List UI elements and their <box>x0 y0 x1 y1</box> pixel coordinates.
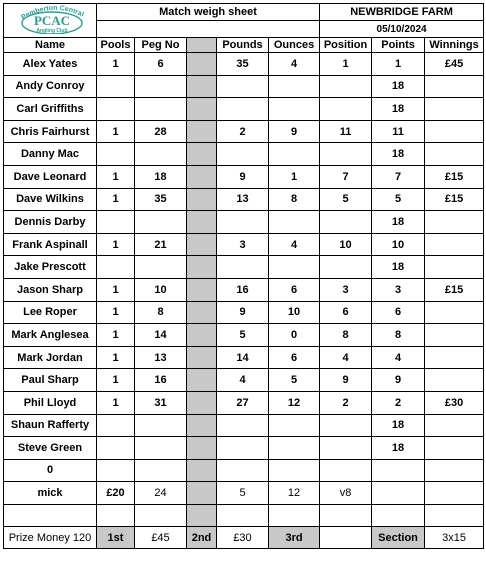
table-row <box>4 369 484 392</box>
table-row <box>4 437 484 460</box>
points-cell: 18 <box>372 256 425 279</box>
points-cell: 18 <box>372 414 425 437</box>
weigh-sheet <box>3 3 483 567</box>
spacer-cell <box>187 75 217 98</box>
peg-cell: 13 <box>135 346 187 369</box>
peg-cell: 35 <box>135 188 187 211</box>
name-cell: Danny Mac <box>4 143 97 166</box>
points-cell: 6 <box>372 301 425 324</box>
winnings-cell <box>425 459 484 482</box>
pools-cell: 1 <box>97 324 135 347</box>
points-cell: 11 <box>372 120 425 143</box>
prize-money: Prize Money 120 <box>4 527 97 549</box>
col-header-name: Name <box>4 38 97 53</box>
pools-cell: 1 <box>97 120 135 143</box>
name-cell: Alex Yates <box>4 53 97 76</box>
winnings-cell <box>425 120 484 143</box>
section-value: 3x15 <box>425 527 484 549</box>
spacer-cell <box>187 324 217 347</box>
ounces-cell: 10 <box>269 301 320 324</box>
ounces-cell: 6 <box>269 346 320 369</box>
position-cell <box>320 98 372 121</box>
ounces-cell: 4 <box>269 53 320 76</box>
points-cell: 18 <box>372 98 425 121</box>
peg-cell: 18 <box>135 165 187 188</box>
spacer-cell <box>187 211 217 234</box>
points-cell: 4 <box>372 346 425 369</box>
pounds-cell: 3 <box>217 233 269 256</box>
spacer-cell <box>187 53 217 76</box>
pounds-cell: 5 <box>217 324 269 347</box>
spacer-cell <box>187 233 217 256</box>
points-cell: 1 <box>372 53 425 76</box>
table-row <box>4 75 484 98</box>
winnings-cell <box>425 369 484 392</box>
ounces-cell <box>269 256 320 279</box>
table-row <box>4 120 484 143</box>
winnings-cell <box>425 414 484 437</box>
table-row <box>4 256 484 279</box>
winnings-cell <box>425 98 484 121</box>
position-cell: 9 <box>320 369 372 392</box>
winnings-cell <box>425 301 484 324</box>
winnings-cell <box>425 75 484 98</box>
spacer-cell <box>187 504 217 527</box>
pounds-cell: 14 <box>217 346 269 369</box>
pools-cell: 1 <box>97 278 135 301</box>
position-cell: 11 <box>320 120 372 143</box>
name-cell <box>4 504 97 527</box>
pools-cell <box>97 75 135 98</box>
points-cell: 7 <box>372 165 425 188</box>
club-logo-icon <box>6 4 97 34</box>
title-blank <box>97 21 320 38</box>
position-cell: 2 <box>320 391 372 414</box>
table-row <box>4 98 484 121</box>
second-label: 2nd <box>187 527 217 549</box>
col-header-pools: Pools <box>97 38 135 53</box>
points-cell: 18 <box>372 211 425 234</box>
col-header-position: Position <box>320 38 372 53</box>
pounds-cell: 35 <box>217 53 269 76</box>
name-cell: Mark Anglesea <box>4 324 97 347</box>
pounds-cell: 2 <box>217 120 269 143</box>
table-row <box>4 504 484 527</box>
position-cell: 5 <box>320 188 372 211</box>
table-row <box>4 324 484 347</box>
pounds-cell <box>217 75 269 98</box>
points-cell: 5 <box>372 188 425 211</box>
table-row <box>4 391 484 414</box>
spacer-cell <box>187 459 217 482</box>
peg-cell: 8 <box>135 301 187 324</box>
ounces-cell: 8 <box>269 188 320 211</box>
name-cell: Chris Fairhurst <box>4 120 97 143</box>
pools-cell: 1 <box>97 53 135 76</box>
name-cell: mick <box>4 482 97 505</box>
col-header-ounces: Ounces <box>269 38 320 53</box>
ounces-cell <box>269 504 320 527</box>
table-row <box>4 53 484 76</box>
match-date: 05/10/2024 <box>320 21 484 38</box>
pools-cell <box>97 437 135 460</box>
position-cell <box>320 414 372 437</box>
column-header-row <box>4 38 484 53</box>
pools-cell <box>97 211 135 234</box>
position-cell: 1 <box>320 53 372 76</box>
peg-cell <box>135 143 187 166</box>
svg-text:Pemberton Central: Pemberton Central <box>20 4 85 22</box>
peg-cell: 21 <box>135 233 187 256</box>
svg-text:Angling Club: Angling Club <box>36 28 68 34</box>
pools-cell <box>97 414 135 437</box>
name-cell: Dennis Darby <box>4 211 97 234</box>
spacer-cell <box>187 120 217 143</box>
name-cell: Phil Lloyd <box>4 391 97 414</box>
third-value <box>320 527 372 549</box>
winnings-cell <box>425 482 484 505</box>
points-cell: 3 <box>372 278 425 301</box>
spacer-cell <box>187 256 217 279</box>
spacer-cell <box>187 143 217 166</box>
pools-cell <box>97 256 135 279</box>
points-cell: 2 <box>372 391 425 414</box>
ounces-cell <box>269 75 320 98</box>
pounds-cell <box>217 504 269 527</box>
peg-cell: 28 <box>135 120 187 143</box>
col-header-points: Points <box>372 38 425 53</box>
ounces-cell <box>269 211 320 234</box>
peg-cell <box>135 98 187 121</box>
points-cell: 9 <box>372 369 425 392</box>
logo-cell <box>4 4 97 38</box>
points-cell <box>372 504 425 527</box>
ounces-cell: 4 <box>269 233 320 256</box>
name-cell: Carl Griffiths <box>4 98 97 121</box>
position-cell <box>320 437 372 460</box>
points-cell <box>372 482 425 505</box>
pounds-cell <box>217 98 269 121</box>
ounces-cell <box>269 98 320 121</box>
sheet-title: Match weigh sheet <box>97 4 320 21</box>
pools-cell <box>97 98 135 121</box>
col-header-pounds: Pounds <box>217 38 269 53</box>
points-cell: 18 <box>372 437 425 460</box>
section-label: Section <box>372 527 425 549</box>
winnings-cell <box>425 233 484 256</box>
third-label: 3rd <box>269 527 320 549</box>
table-row <box>4 459 484 482</box>
peg-cell <box>135 256 187 279</box>
position-cell: 8 <box>320 324 372 347</box>
weigh-table <box>3 3 484 549</box>
name-cell: Jason Sharp <box>4 278 97 301</box>
svg-text:PCAC: PCAC <box>33 13 71 28</box>
pools-cell: 1 <box>97 233 135 256</box>
name-cell: Dave Leonard <box>4 165 97 188</box>
pounds-cell: 13 <box>217 188 269 211</box>
pools-cell <box>97 504 135 527</box>
points-cell: 18 <box>372 75 425 98</box>
position-cell <box>320 504 372 527</box>
position-cell: 7 <box>320 165 372 188</box>
points-cell: 10 <box>372 233 425 256</box>
winnings-cell <box>425 256 484 279</box>
spacer-cell <box>187 391 217 414</box>
table-row <box>4 211 484 234</box>
winnings-cell: £15 <box>425 165 484 188</box>
position-cell <box>320 459 372 482</box>
peg-cell: 16 <box>135 369 187 392</box>
pools-cell: 1 <box>97 369 135 392</box>
table-row <box>4 233 484 256</box>
winnings-cell <box>425 211 484 234</box>
first-label: 1st <box>97 527 135 549</box>
position-cell: 3 <box>320 278 372 301</box>
venue-name: NEWBRIDGE FARM <box>320 4 484 21</box>
ounces-cell: 12 <box>269 391 320 414</box>
position-cell: v8 <box>320 482 372 505</box>
position-cell <box>320 143 372 166</box>
points-cell <box>372 459 425 482</box>
peg-cell <box>135 437 187 460</box>
name-cell: Paul Sharp <box>4 369 97 392</box>
ounces-cell: 5 <box>269 369 320 392</box>
spacer-cell <box>187 301 217 324</box>
peg-cell: 24 <box>135 482 187 505</box>
name-cell: Jake Prescott <box>4 256 97 279</box>
spacer-cell <box>187 188 217 211</box>
pounds-cell: 9 <box>217 301 269 324</box>
position-cell: 6 <box>320 301 372 324</box>
pools-cell: 1 <box>97 165 135 188</box>
peg-cell <box>135 75 187 98</box>
winnings-cell <box>425 346 484 369</box>
pools-cell: 1 <box>97 346 135 369</box>
winnings-cell: £30 <box>425 391 484 414</box>
pools-cell: £20 <box>97 482 135 505</box>
ounces-cell: 1 <box>269 165 320 188</box>
position-cell <box>320 256 372 279</box>
peg-cell <box>135 459 187 482</box>
spacer-cell <box>187 346 217 369</box>
peg-cell: 10 <box>135 278 187 301</box>
winnings-cell: £15 <box>425 278 484 301</box>
position-cell <box>320 75 372 98</box>
winnings-cell: £45 <box>425 53 484 76</box>
peg-cell <box>135 211 187 234</box>
spacer-cell <box>187 98 217 121</box>
table-row <box>4 482 484 505</box>
points-cell: 18 <box>372 143 425 166</box>
winnings-cell <box>425 324 484 347</box>
winnings-cell <box>425 504 484 527</box>
pools-cell: 1 <box>97 188 135 211</box>
pounds-cell <box>217 437 269 460</box>
name-cell: Mark Jordan <box>4 346 97 369</box>
ounces-cell <box>269 437 320 460</box>
spacer-cell <box>187 437 217 460</box>
table-row <box>4 278 484 301</box>
spacer-cell <box>187 369 217 392</box>
name-cell: Shaun Rafferty <box>4 414 97 437</box>
table-row <box>4 143 484 166</box>
pounds-cell <box>217 211 269 234</box>
pounds-cell <box>217 143 269 166</box>
peg-cell: 14 <box>135 324 187 347</box>
pounds-cell: 27 <box>217 391 269 414</box>
pounds-cell: 9 <box>217 165 269 188</box>
table-row <box>4 414 484 437</box>
ounces-cell: 12 <box>269 482 320 505</box>
spacer-cell <box>187 482 217 505</box>
pounds-cell: 4 <box>217 369 269 392</box>
pounds-cell <box>217 414 269 437</box>
table-row <box>4 301 484 324</box>
ounces-cell <box>269 143 320 166</box>
footer-row <box>4 527 484 549</box>
winnings-cell <box>425 143 484 166</box>
pounds-cell <box>217 459 269 482</box>
spacer-cell <box>187 278 217 301</box>
peg-cell: 31 <box>135 391 187 414</box>
name-cell: Dave Wilkins <box>4 188 97 211</box>
peg-cell <box>135 504 187 527</box>
col-header-winnings: Winnings <box>425 38 484 53</box>
pounds-cell <box>217 256 269 279</box>
ounces-cell <box>269 414 320 437</box>
table-row <box>4 165 484 188</box>
ounces-cell <box>269 459 320 482</box>
ounces-cell: 9 <box>269 120 320 143</box>
name-cell: Steve Green <box>4 437 97 460</box>
pools-cell: 1 <box>97 391 135 414</box>
winnings-cell: £15 <box>425 188 484 211</box>
position-cell <box>320 211 372 234</box>
peg-cell <box>135 414 187 437</box>
pools-cell <box>97 143 135 166</box>
pools-cell <box>97 459 135 482</box>
spacer-cell <box>187 165 217 188</box>
peg-cell: 6 <box>135 53 187 76</box>
pounds-cell: 5 <box>217 482 269 505</box>
ounces-cell: 0 <box>269 324 320 347</box>
table-row <box>4 188 484 211</box>
winnings-cell <box>425 437 484 460</box>
name-cell: Lee Roper <box>4 301 97 324</box>
first-value: £45 <box>135 527 187 549</box>
spacer-cell <box>187 414 217 437</box>
name-cell: Andy Conroy <box>4 75 97 98</box>
name-cell: 0 <box>4 459 97 482</box>
points-cell: 8 <box>372 324 425 347</box>
pools-cell: 1 <box>97 301 135 324</box>
pounds-cell: 16 <box>217 278 269 301</box>
ounces-cell: 6 <box>269 278 320 301</box>
col-header-peg: Peg No <box>135 38 187 53</box>
col-header-spacer <box>187 38 217 53</box>
table-row <box>4 346 484 369</box>
second-value: £30 <box>217 527 269 549</box>
position-cell: 10 <box>320 233 372 256</box>
name-cell: Frank Aspinall <box>4 233 97 256</box>
position-cell: 4 <box>320 346 372 369</box>
